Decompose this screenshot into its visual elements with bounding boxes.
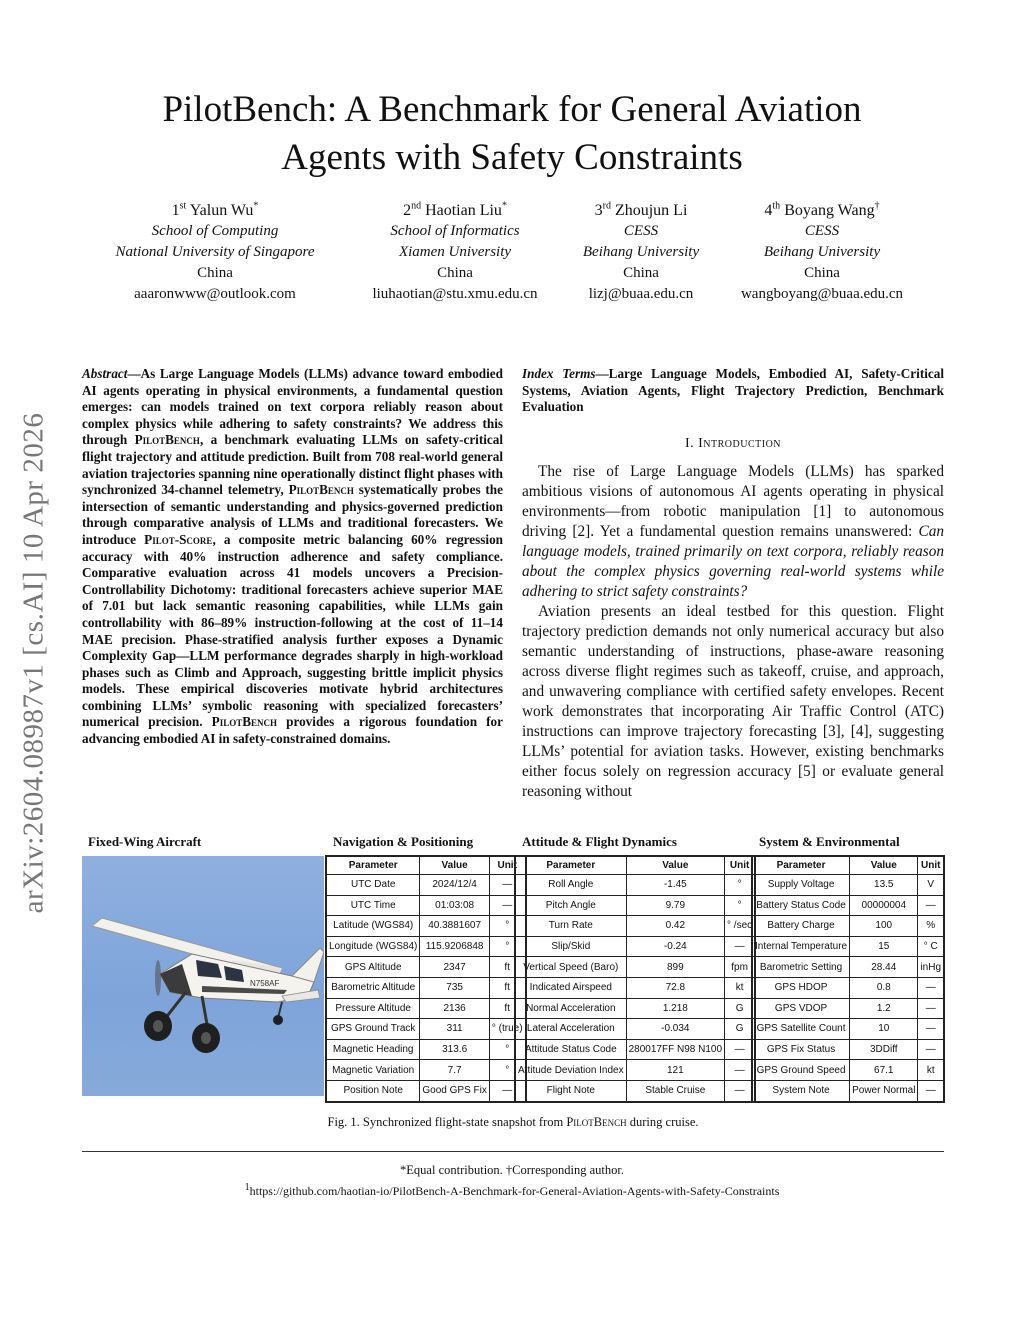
value-cell: 2347 (420, 957, 489, 978)
parameter-cell: GPS VDOP (752, 998, 850, 1019)
intro-paragraph-2: Aviation presents an ideal testbed for this question. Flight trajectory prediction demands not only numerical accuracy but also semantic understanding of instructions, phase-aware reasoning across diverse flight regimes such as takeoff, cruise, and approach, and unwavering compliance with certified safety envelopes. Recent work demonstrates that incorporating Air Traffic Control (ATC) instructions can improve trajectory forecasting [3], [4], suggesting LLMs’ potential for aviation tasks. However, existing benchmarks either focus solely on regression accuracy [5] or evaluate general reasoning without (522, 603, 944, 800)
parameter-cell: Barometric Setting (752, 957, 850, 978)
footnote-divider (82, 1151, 944, 1152)
unit-cell: ° (725, 875, 756, 896)
unit-cell: — (918, 1039, 944, 1060)
author-3: 3rd Zhoujun Li CESS Beihang University China lizj@buaa.edu.cn (568, 200, 714, 305)
aircraft-illustration (82, 856, 324, 1096)
parameter-cell: Indicated Airspeed (515, 977, 626, 998)
unit-cell: — (725, 1080, 756, 1101)
panel-title-navigation: Navigation & Positioning (333, 834, 474, 849)
value-cell: 0.8 (850, 977, 918, 998)
parameter-cell: Slip/Skid (515, 936, 626, 957)
panel-title-aircraft: Fixed-Wing Aircraft (88, 834, 202, 849)
parameter-cell: GPS Fix Status (752, 1039, 850, 1060)
table-row (326, 1080, 526, 1101)
value-cell: 2024/12/4 (420, 875, 489, 896)
author-email: lizj@buaa.edu.cn (588, 286, 694, 302)
unit-cell: — (489, 895, 525, 916)
table-row (515, 977, 755, 998)
system-table: Parameter Value Unit Supply Voltage 13.5 V Battery Status Code 00000004 — Battery Charge 100 % Internal Temperature 15 ° C Barometric Setting 28.44 inHg GPS HDOP 0.8 — GPS VDOP 1.2 — GPS Satellite Count 10 — GPS Fix Status 3DDiff — GPS Ground Speed 67.1 kt System Note Power Normal — (751, 855, 945, 1103)
value-cell: Stable Cruise (626, 1080, 724, 1101)
author-2: 2nd Haotian Liu* School of Informatics Xiamen University China liuhaotian@stu.xmu.edu.cn (356, 200, 554, 305)
unit-cell: ft (489, 998, 525, 1019)
table-row (515, 1019, 755, 1040)
parameter-cell: Flight Note (515, 1080, 626, 1101)
table-row (326, 875, 526, 896)
parameter-cell: Battery Charge (752, 916, 850, 937)
unit-cell: ° C (918, 936, 944, 957)
unit-cell: V (918, 875, 944, 896)
table-row (752, 998, 944, 1019)
parameter-cell: GPS Ground Speed (752, 1060, 850, 1081)
value-cell: 735 (420, 977, 489, 998)
parameter-cell: UTC Date (326, 875, 420, 896)
parameter-cell: Normal Acceleration (515, 998, 626, 1019)
value-cell: 115.9206848 (420, 936, 489, 957)
unit-cell: fpm (725, 957, 756, 978)
table-row (515, 916, 755, 937)
table-row (515, 1039, 755, 1060)
unit-cell: kt (725, 977, 756, 998)
value-cell: 13.5 (850, 875, 918, 896)
navigation-table: Parameter Value Unit UTC Date 2024/12/4 — UTC Time 01:03:08 — Latitude (WGS84) 40.3881607 ° Longitude (WGS84) 115.9206848 ° GPS Altitude 2347 ft Barometric Altitude 735 ft Pressure Altitude 2136 ft GPS Ground Track 311 ° (true) Magnetic Heading 313.6 ° Magnetic Variation 7.7 ° Position Note Good GPS Fix — (325, 855, 527, 1103)
value-cell: 9.79 (626, 895, 724, 916)
aircraft-tail-number: N758AF (250, 979, 280, 988)
unit-cell: G (725, 998, 756, 1019)
parameter-cell: Pitch Angle (515, 895, 626, 916)
introduction-text (522, 462, 944, 802)
parameter-cell: GPS Altitude (326, 957, 420, 978)
parameter-cell: GPS HDOP (752, 977, 850, 998)
parameter-cell: Vertical Speed (Baro) (515, 957, 626, 978)
value-cell: 100 (850, 916, 918, 937)
value-cell: 3DDiff (850, 1039, 918, 1060)
title-line-1: PilotBench: A Benchmark for General Aviation (162, 89, 862, 130)
value-cell: 0.42 (626, 916, 724, 937)
parameter-cell: System Note (752, 1080, 850, 1101)
author-email: aaaronwww@outlook.com (134, 286, 296, 302)
unit-cell: ° (489, 1060, 525, 1081)
value-cell: 28.44 (850, 957, 918, 978)
parameter-cell: Internal Temperature (752, 936, 850, 957)
value-cell: 313.6 (420, 1039, 489, 1060)
unit-cell: ° (true) (489, 1019, 525, 1040)
parameter-cell: Magnetic Variation (326, 1060, 420, 1081)
parameter-cell: Supply Voltage (752, 875, 850, 896)
table-row (515, 936, 755, 957)
footnote-contribution: *Equal contribution. †Corresponding author. (400, 1163, 624, 1177)
table-row (326, 977, 526, 998)
table-row (326, 936, 526, 957)
author-email: liuhaotian@stu.xmu.edu.cn (372, 286, 538, 302)
value-cell: 1.218 (626, 998, 724, 1019)
table-row (752, 977, 944, 998)
arxiv-sidebar (12, 378, 56, 948)
unit-cell: — (918, 977, 944, 998)
parameter-cell: Latitude (WGS84) (326, 916, 420, 937)
unit-cell: inHg (918, 957, 944, 978)
author-1: 1st Yalun Wu* School of Computing National University of Singapore China aaaronwww@outlook.com (80, 200, 350, 305)
unit-cell: — (725, 936, 756, 957)
navigation-table-body (326, 875, 526, 1102)
unit-cell: — (918, 998, 944, 1019)
abstract: Abstract—As Large Language Models (LLMs) advance toward embodied AI agents operating in physical environments, a fundamental question emerges: can models trained on text corpora reliably reason about complex physics while adhering to safety constraints? We address this through PilotBench, a benchmark evaluating LLMs on safety-critical flight trajectory and attitude prediction. Built from 708 real-world general aviation trajectories spanning nine operationally distinct flight phases with synchronized 34-channel telemetry, PilotBench systematically probes the intersection of semantic understanding and physics-governed prediction through comparative analysis of LLMs and traditional forecasters. We introduce Pilot-Score, a composite metric balancing 60% regression accuracy with 40% instruction adherence and safety compliance. Comparative evaluation across 41 models uncovers a Precision-Controllability Dichotomy: traditional forecasters achieve superior MAE of 7.01 but lack semantic reasoning capabilities, while LLMs gain controllability with 86–89% instruction-following at the cost of 11–14 MAE precision. Phase-stratified analysis further exposes a Dynamic Complexity Gap—LLM performance degrades sharply in high-workload phases such as Climb and Approach, suggesting brittle implicit physics models. These empirical discoveries motivate hybrid architectures combining LLMs’ symbolic reasoning with specialized forecasters’ numerical precision. PilotBench provides a rigorous foundation for advancing embodied AI in safety-constrained domains. (82, 366, 504, 747)
table-row (515, 1080, 755, 1101)
intro-paragraph-1: The rise of Large Language Models (LLMs) has sparked ambitious visions of autonomous AI agents operating in physical environments—from robotic manipulation [1] to autonomous driving [2]. Yet a fundamental question remains unanswered: Can language models, trained primarily on text corpora, reliably reason about the complex physics governing real-world systems while adhering to strict safety constraints? (522, 463, 944, 600)
table-row (752, 875, 944, 896)
table-row (326, 916, 526, 937)
parameter-cell: GPS Satellite Count (752, 1019, 850, 1040)
author-name: Haotian Liu (425, 202, 502, 219)
value-cell: 280017FF N98 N100 (626, 1039, 724, 1060)
author-name: Boyang Wang (784, 202, 875, 219)
table-row (752, 895, 944, 916)
parameter-cell: Roll Angle (515, 875, 626, 896)
parameter-cell: GPS Ground Track (326, 1019, 420, 1040)
unit-cell: ° (725, 895, 756, 916)
unit-cell: ° (489, 916, 525, 937)
table-row (326, 1039, 526, 1060)
parameter-cell: Position Note (326, 1080, 420, 1101)
aircraft-photo (82, 856, 324, 1096)
unit-cell: kt (918, 1060, 944, 1081)
value-cell: 67.1 (850, 1060, 918, 1081)
author-email: wangboyang@buaa.edu.cn (740, 286, 904, 302)
table-row (326, 998, 526, 1019)
value-cell: 00000004 (850, 895, 918, 916)
value-cell: 899 (626, 957, 724, 978)
parameter-cell: Magnetic Heading (326, 1039, 420, 1060)
parameter-cell: Barometric Altitude (326, 977, 420, 998)
unit-cell: G (725, 1019, 756, 1040)
parameter-cell: Pressure Altitude (326, 998, 420, 1019)
attitude-table-body (515, 875, 755, 1102)
table-row (515, 1060, 755, 1081)
table-row (752, 1019, 944, 1040)
value-cell: 40.3881607 (420, 916, 489, 937)
index-terms: Index Terms—Large Language Models, Embodied AI, Safety-Critical Systems, Aviation Agents, Flight Trajectory Prediction, Benchmark Evaluation (522, 366, 944, 415)
footnote-url: $^1$https://github.com/haotian-io/PilotBench-A-Benchmark-for-General-Aviation-Agents-with-Safety-Constraints (244, 1182, 780, 1198)
table-row (752, 1080, 944, 1101)
parameter-cell: Attitude Status Code (515, 1039, 626, 1060)
parameter-cell: Turn Rate (515, 916, 626, 937)
panel-title-attitude: Attitude & Flight Dynamics (522, 834, 677, 849)
value-cell: Good GPS Fix (420, 1080, 489, 1101)
value-cell: Power Normal (850, 1080, 918, 1101)
unit-cell: — (918, 1019, 944, 1040)
value-cell: 1.2 (850, 998, 918, 1019)
figure-caption: Fig. 1. Synchronized flight-state snapshot from PilotBench during cruise. (327, 1115, 699, 1129)
parameter-cell: Longitude (WGS84) (326, 936, 420, 957)
unit-cell: ° (489, 936, 525, 957)
value-cell: -0.24 (626, 936, 724, 957)
value-cell: -1.45 (626, 875, 724, 896)
unit-cell: ° (489, 1039, 525, 1060)
unit-cell: ft (489, 977, 525, 998)
value-cell: 121 (626, 1060, 724, 1081)
value-cell: 10 (850, 1019, 918, 1040)
value-cell: 7.7 (420, 1060, 489, 1081)
parameter-cell: UTC Time (326, 895, 420, 916)
table-row (515, 875, 755, 896)
attitude-table: Parameter Value Unit Roll Angle -1.45 ° Pitch Angle 9.79 ° Turn Rate 0.42 ° /sec Slip/Skid -0.24 — Vertical Speed (Baro) 899 fpm Indicated Airspeed 72.8 kt Normal Acceleration 1.218 G Lateral Acceleration -0.034 G Attitude Status Code 280017FF N98 N100 — Attitude Deviation Index 121 — Flight Note Stable Cruise — (514, 855, 756, 1103)
value-cell: 72.8 (626, 977, 724, 998)
unit-cell: — (489, 1080, 525, 1101)
figure-1 (82, 830, 944, 1098)
value-cell: 15 (850, 936, 918, 957)
table-row (326, 957, 526, 978)
table-row (515, 998, 755, 1019)
table-row (515, 895, 755, 916)
value-cell: 311 (420, 1019, 489, 1040)
value-cell: 01:03:08 (420, 895, 489, 916)
unit-cell: — (918, 895, 944, 916)
table-row (326, 895, 526, 916)
arxiv-identifier: arXiv:2604.08987v1 [cs.AI] 10 Apr 2026 (17, 412, 50, 914)
parameter-cell: Battery Status Code (752, 895, 850, 916)
unit-cell: % (918, 916, 944, 937)
table-row (326, 1060, 526, 1081)
unit-cell: — (489, 875, 525, 896)
table-row (752, 916, 944, 937)
table-row (326, 1019, 526, 1040)
panel-title-system: System & Environmental (759, 834, 900, 849)
unit-cell: — (725, 1060, 756, 1081)
repository-url: https://github.com/haotian-io/PilotBench-A-Benchmark-for-General-Aviation-Agents-with-Safety-Constraints (249, 1184, 780, 1198)
value-cell: -0.034 (626, 1019, 724, 1040)
parameter-cell: Lateral Acceleration (515, 1019, 626, 1040)
paper-title (0, 86, 1024, 182)
table-row (752, 1060, 944, 1081)
author-name: Zhoujun Li (614, 202, 688, 219)
table-row (752, 1039, 944, 1060)
parameter-cell: Attitude Deviation Index (515, 1060, 626, 1081)
author-4: 4th Boyang Wang† CESS Beihang University China wangboyang@buaa.edu.cn (728, 200, 916, 305)
unit-cell: — (725, 1039, 756, 1060)
system-table-body (752, 875, 944, 1102)
unit-cell: ft (489, 957, 525, 978)
section-heading: I. Introduction (684, 436, 782, 451)
unit-cell: ° /sec (725, 916, 756, 937)
unit-cell: — (918, 1080, 944, 1101)
table-row (752, 957, 944, 978)
table-row (515, 957, 755, 978)
value-cell: 2136 (420, 998, 489, 1019)
title-line-2: Agents with Safety Constraints (281, 137, 743, 178)
table-row (752, 936, 944, 957)
author-name: Yalun Wu (189, 202, 254, 219)
